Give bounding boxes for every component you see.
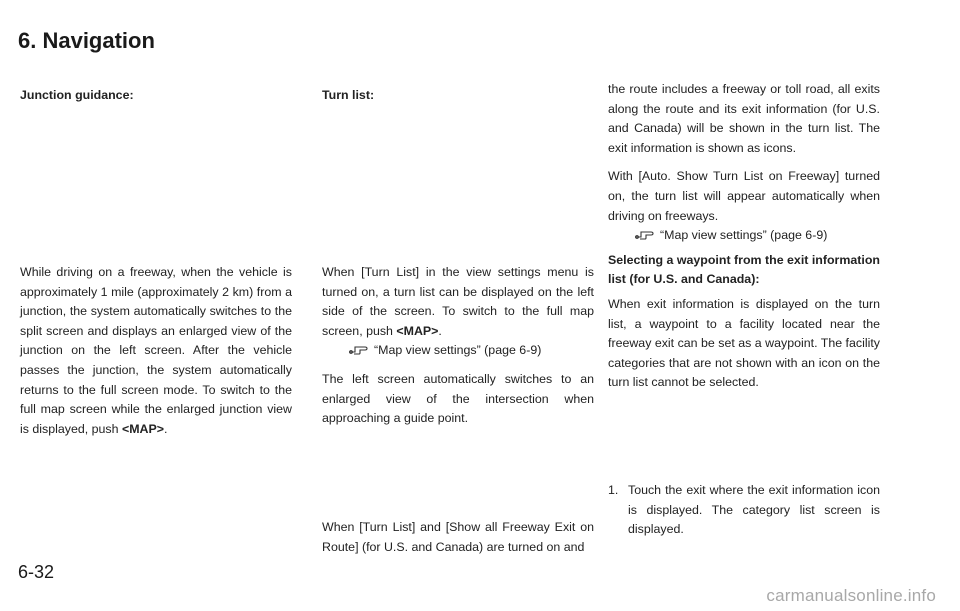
auto-show-paragraph: With [Auto. Show Turn List on Freeway] turned on, the turn list will appear automatically when driving on freeways. bbox=[608, 169, 880, 223]
column-2 bbox=[322, 86, 594, 106]
map-key-label: <MAP> bbox=[121, 421, 164, 436]
step-text: Touch the exit where the exit information icon is displayed. The category list screen is displayed. bbox=[628, 483, 880, 537]
page-title: 6. Navigation bbox=[18, 28, 155, 53]
section-heading-turn-list: Turn list: bbox=[322, 88, 375, 102]
exit-info-paragraph: the route includes a freeway or toll road, all exits along the route and its exit information (for U.S. and Canada) will be shown in the turn list. The exit information is shown as icons. bbox=[608, 82, 880, 155]
punctuation: . bbox=[163, 421, 168, 436]
turn-list-text-3: When [Turn List] and [Show all Freeway Exit on Route] (for U.S. and Canada) are turned on and bbox=[322, 520, 594, 554]
map-key-label: <MAP> bbox=[396, 323, 439, 338]
reference-hand-icon bbox=[348, 343, 368, 355]
turn-list-text: When [Turn List] in the view settings menu is turned on, a turn list can be displayed on the left side of the screen. To switch to the full map screen, push bbox=[322, 265, 594, 338]
cross-reference-map-view-settings-2[interactable] bbox=[608, 226, 880, 246]
waypoint-paragraph: When exit information is displayed on the turn list, a waypoint to a facility located near the freeway exit can be set as a waypoint. The facility categories that are not shown with an icon on the turn list cannot be selected. bbox=[608, 296, 880, 390]
column-1 bbox=[20, 86, 292, 106]
list-item bbox=[608, 481, 880, 540]
turn-list-block bbox=[322, 263, 594, 429]
junction-guidance-text: While driving on a freeway, when the vehicle is approximately 1 mile (approximately 2 km) from a junction, the system automatically switches to the split screen and displays an enlarged view of the junction on the left screen. After the vehicle passes the junction, the system automatically returns to the full screen mode. To switch to the full map screen while the enlarged junction view is displayed, push bbox=[20, 265, 292, 436]
reference-hand-icon bbox=[634, 228, 654, 240]
junction-guidance-paragraph bbox=[20, 263, 292, 439]
reference-text: “Map view settings” (page 6-9) bbox=[660, 228, 828, 243]
cross-reference-map-view-settings[interactable] bbox=[322, 341, 594, 361]
watermark: carmanualsonline.info bbox=[766, 586, 936, 605]
step-number: 1. bbox=[608, 483, 619, 497]
section-heading-junction-guidance: Junction guidance: bbox=[20, 88, 134, 102]
reference-text: “Map view settings” (page 6-9) bbox=[374, 343, 542, 358]
column-3 bbox=[608, 80, 880, 393]
page-number: 6-32 bbox=[18, 562, 55, 582]
section-heading-selecting-waypoint: Selecting a waypoint from the exit information list (for U.S. and Canada): bbox=[608, 252, 880, 287]
step-list bbox=[608, 481, 880, 540]
turn-list-paragraph-2: The left screen automatically switches to an enlarged view of the intersection when approaching a guide point. bbox=[322, 371, 594, 426]
turn-list-paragraph-3 bbox=[322, 518, 594, 557]
punctuation: . bbox=[438, 323, 442, 338]
